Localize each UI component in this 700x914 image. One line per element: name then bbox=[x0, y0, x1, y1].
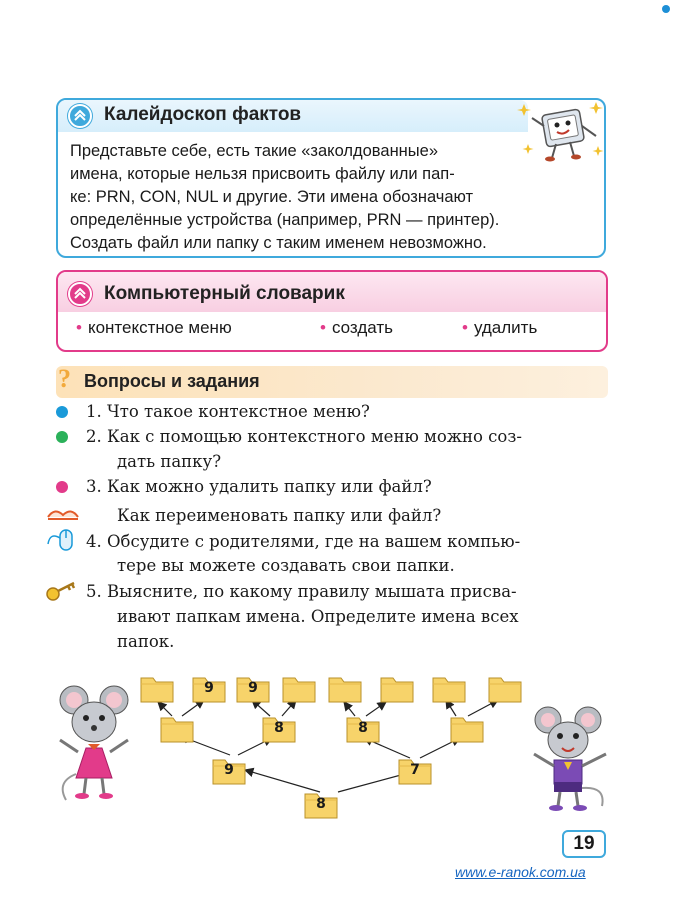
folder-icon bbox=[140, 672, 174, 704]
folder-label: 9 bbox=[204, 680, 214, 696]
question-mark-icon: ? bbox=[58, 364, 71, 393]
folder-l3-7 bbox=[432, 672, 466, 704]
bullet-icon: • bbox=[320, 318, 326, 337]
folder-l3-4 bbox=[282, 672, 316, 704]
folder-l2-1 bbox=[160, 712, 194, 744]
folder-icon bbox=[160, 712, 194, 744]
folder-l1-1 bbox=[212, 754, 246, 786]
folder-icon bbox=[282, 672, 316, 704]
page-number: 19 bbox=[562, 830, 606, 858]
folder-label: 9 bbox=[224, 762, 234, 778]
facts-title: Калейдоскоп фактов bbox=[104, 104, 302, 125]
question-1: 1. Что такое контекстное меню? bbox=[86, 402, 370, 421]
folder-root bbox=[304, 788, 338, 820]
folder-label: 9 bbox=[248, 680, 258, 696]
folder-l2-2 bbox=[262, 712, 296, 744]
mouse-boy-illustration bbox=[522, 702, 618, 812]
folder-icon bbox=[432, 672, 466, 704]
facts-line-2: имена, которые нельзя присвоить файлу или пап- bbox=[70, 165, 455, 183]
question-5-line-1: 5. Выясните, по какому правилу мышата присва- bbox=[86, 582, 517, 601]
bullet-icon: • bbox=[76, 318, 82, 337]
question-2-line-2: дать папку? bbox=[117, 452, 222, 471]
question-3: 3. Как можно удалить папку или файл? bbox=[86, 477, 432, 496]
folder-l2-4 bbox=[450, 712, 484, 744]
glossary-item-label: создать bbox=[331, 318, 393, 337]
glossary-item-label: удалить bbox=[473, 318, 538, 337]
question-5-line-2: ивают папкам имена. Определите имена всех bbox=[117, 607, 519, 626]
question-2-line-1: 2. Как с помощью контекстного меню можно соз- bbox=[86, 427, 522, 446]
folder-l1-2 bbox=[398, 754, 432, 786]
question-4-line-2: тере вы можете создавать свои папки. bbox=[117, 556, 455, 575]
facts-line-4: определённые устройства (например, PRN — принтер). bbox=[70, 211, 500, 229]
folder-label: 8 bbox=[316, 796, 326, 812]
folder-label: 8 bbox=[274, 720, 284, 736]
folder-label: 8 bbox=[358, 720, 368, 736]
folder-l3-2 bbox=[192, 672, 226, 704]
folder-icon bbox=[328, 672, 362, 704]
glossary-item-label: контекстное меню bbox=[87, 318, 232, 337]
question-3-extra: Как переименовать папку или файл? bbox=[117, 506, 442, 525]
questions-title: Вопросы и задания bbox=[84, 371, 260, 391]
folder-icon bbox=[488, 672, 522, 704]
facts-line-3: ке: PRN, CON, NUL и другие. Эти имена обозначают bbox=[70, 188, 474, 206]
folder-l3-5 bbox=[328, 672, 362, 704]
folder-label: 7 bbox=[410, 762, 420, 778]
folder-l3-6 bbox=[380, 672, 414, 704]
folder-l2-3 bbox=[346, 712, 380, 744]
website-link[interactable]: www.e-ranok.com.ua bbox=[455, 864, 586, 880]
question-5-line-3: папок. bbox=[117, 632, 175, 651]
folder-l3-1 bbox=[140, 672, 174, 704]
folder-l3-3 bbox=[236, 672, 270, 704]
mouse-girl-illustration bbox=[48, 678, 140, 804]
facts-line-5: Создать файл или папку с таким именем невозможно. bbox=[70, 234, 487, 252]
glossary-title: Компьютерный словарик bbox=[104, 283, 345, 304]
question-4-line-1: 4. Обсудите с родителями, где на вашем компью- bbox=[86, 532, 521, 551]
bullet-icon: • bbox=[462, 318, 468, 337]
facts-line-1: Представьте себе, есть такие «заколдованные» bbox=[70, 142, 439, 160]
folder-icon bbox=[450, 712, 484, 744]
folder-l3-8 bbox=[488, 672, 522, 704]
folder-icon bbox=[380, 672, 414, 704]
